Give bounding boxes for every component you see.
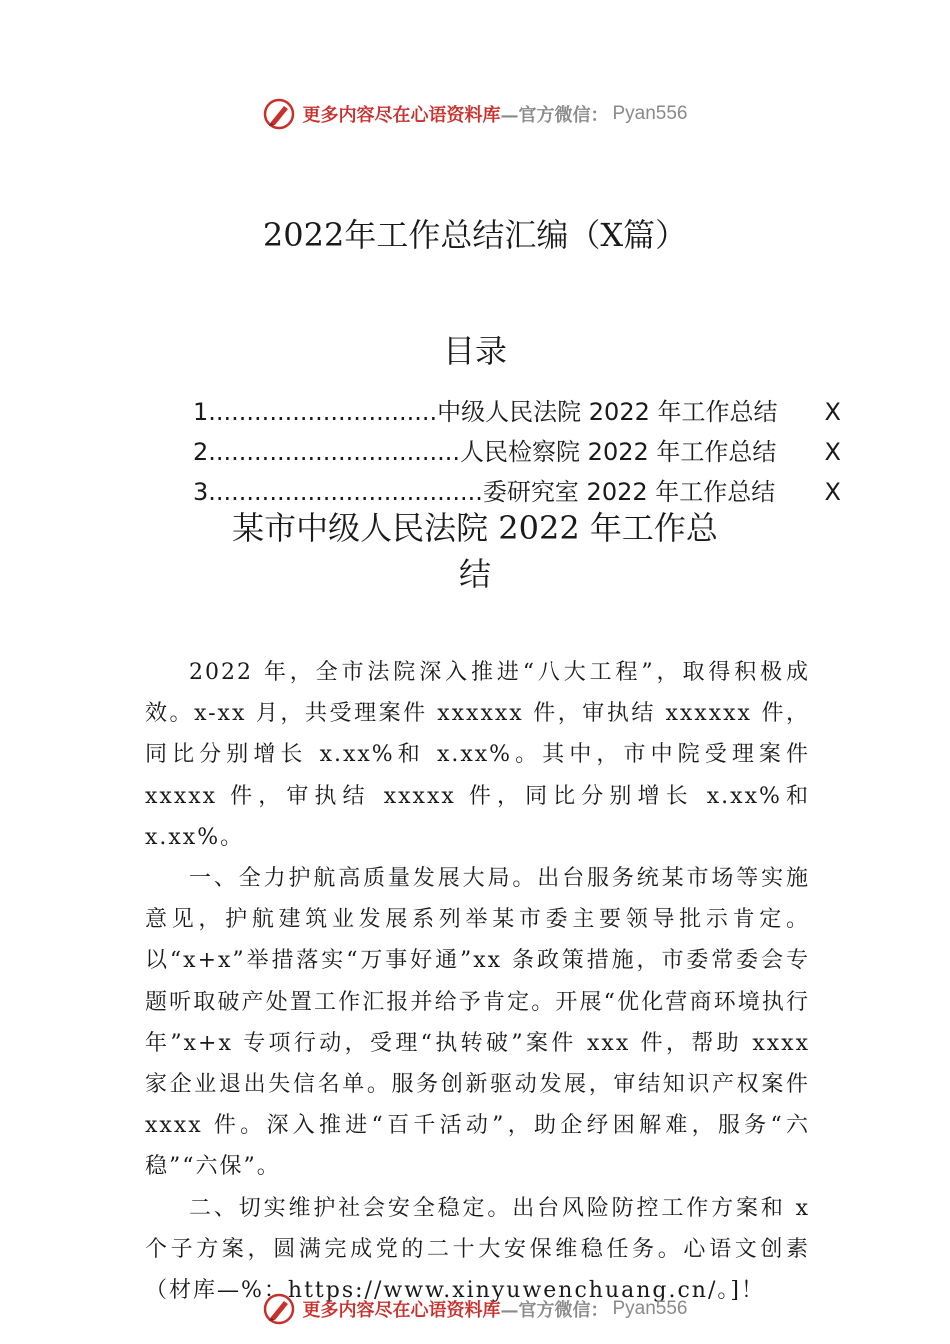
- toc-entry-page: X: [824, 478, 841, 506]
- toc-entry-page: X: [824, 438, 841, 466]
- toc-entry-1[interactable]: [193, 392, 843, 432]
- document-title: 2022年工作总结汇编（X篇）: [262, 216, 688, 254]
- toc-entry-number: 2: [193, 438, 209, 466]
- toc-entry-number: 1: [193, 398, 209, 426]
- watermark-wechat-id: Pyan556: [612, 1298, 688, 1319]
- toc-heading: 目录: [442, 332, 507, 370]
- section-title-line-1: 某市中级人民法院 2022 年工作总: [232, 509, 718, 547]
- toc-entry-label: 人民检察院 2022 年工作总结: [460, 438, 777, 466]
- footer-watermark: [0, 1289, 950, 1329]
- paragraph-section-2: 二、切实维护社会安全稳定。出台风险防控工作方案和 x 个子方案，圆满完成党的二十大安保维稳任务。心语文创素（材库—%：https://www.xinyuwenchuang.cn/。]！: [145, 1195, 810, 1304]
- watermark-wechat-id: Pyan556: [612, 103, 688, 124]
- section-title-line-2: 结: [458, 555, 491, 593]
- toc-leader-dots: ..............................: [208, 398, 438, 426]
- toc-entry-page: X: [824, 398, 841, 426]
- paragraph-section-1: 一、全力护航高质量发展大局。出台服务统某市场等实施意见，护航建筑业发展系列举某市委主要领导批示肯定。以“x+x”举措落实“万事好通”xx 条政策措施，市委常委会专题听取破产处置工作汇报并给予肯定。开展“优化营商环境执行年”x+x 专项行动，受理“执转破”案件 xxx 件，帮助 xxxx 家企业退出失信名单。服务创新驱动发展，审结知识产权案件 xxxx 件。深入推进“百千活动”，助企纾困解难，服务“六稳”“六保”。: [145, 866, 810, 1180]
- watermark-wechat-label: —官方微信：: [500, 105, 609, 126]
- table-of-contents: [193, 392, 843, 512]
- toc-entry-label: 中级人民法院 2022 年工作总结: [437, 398, 778, 426]
- toc-entry-2[interactable]: [193, 432, 843, 472]
- watermark-brand-text: 更多内容尽在心语资料库: [302, 1300, 501, 1321]
- watermark-brand-text: 更多内容尽在心语资料库: [302, 105, 501, 126]
- toc-entry-label: 委研究室 2022 年工作总结: [482, 478, 776, 506]
- paragraph-intro: 2022 年，全市法院深入推进“八大工程”，取得积极成效。x-xx 月，共受理案件 xxxxxx 件，审执结 xxxxxx 件，同比分别增长 x.xx%和 x.xx%。其中，市中院受理案件 xxxxx 件，审执结 xxxxx 件，同比分别增长 x.xx%和 x.xx%。: [145, 660, 810, 850]
- watermark-wechat-label: —官方微信：: [500, 1300, 609, 1321]
- body-text: [145, 652, 810, 1311]
- header-watermark: [0, 94, 950, 134]
- pen-logo-icon: [262, 97, 296, 131]
- toc-entry-number: 3: [193, 478, 209, 506]
- toc-leader-dots: .................................: [208, 438, 461, 466]
- pen-logo-icon: [262, 1292, 296, 1326]
- section-title: [0, 505, 950, 597]
- toc-leader-dots: ....................................: [208, 478, 483, 506]
